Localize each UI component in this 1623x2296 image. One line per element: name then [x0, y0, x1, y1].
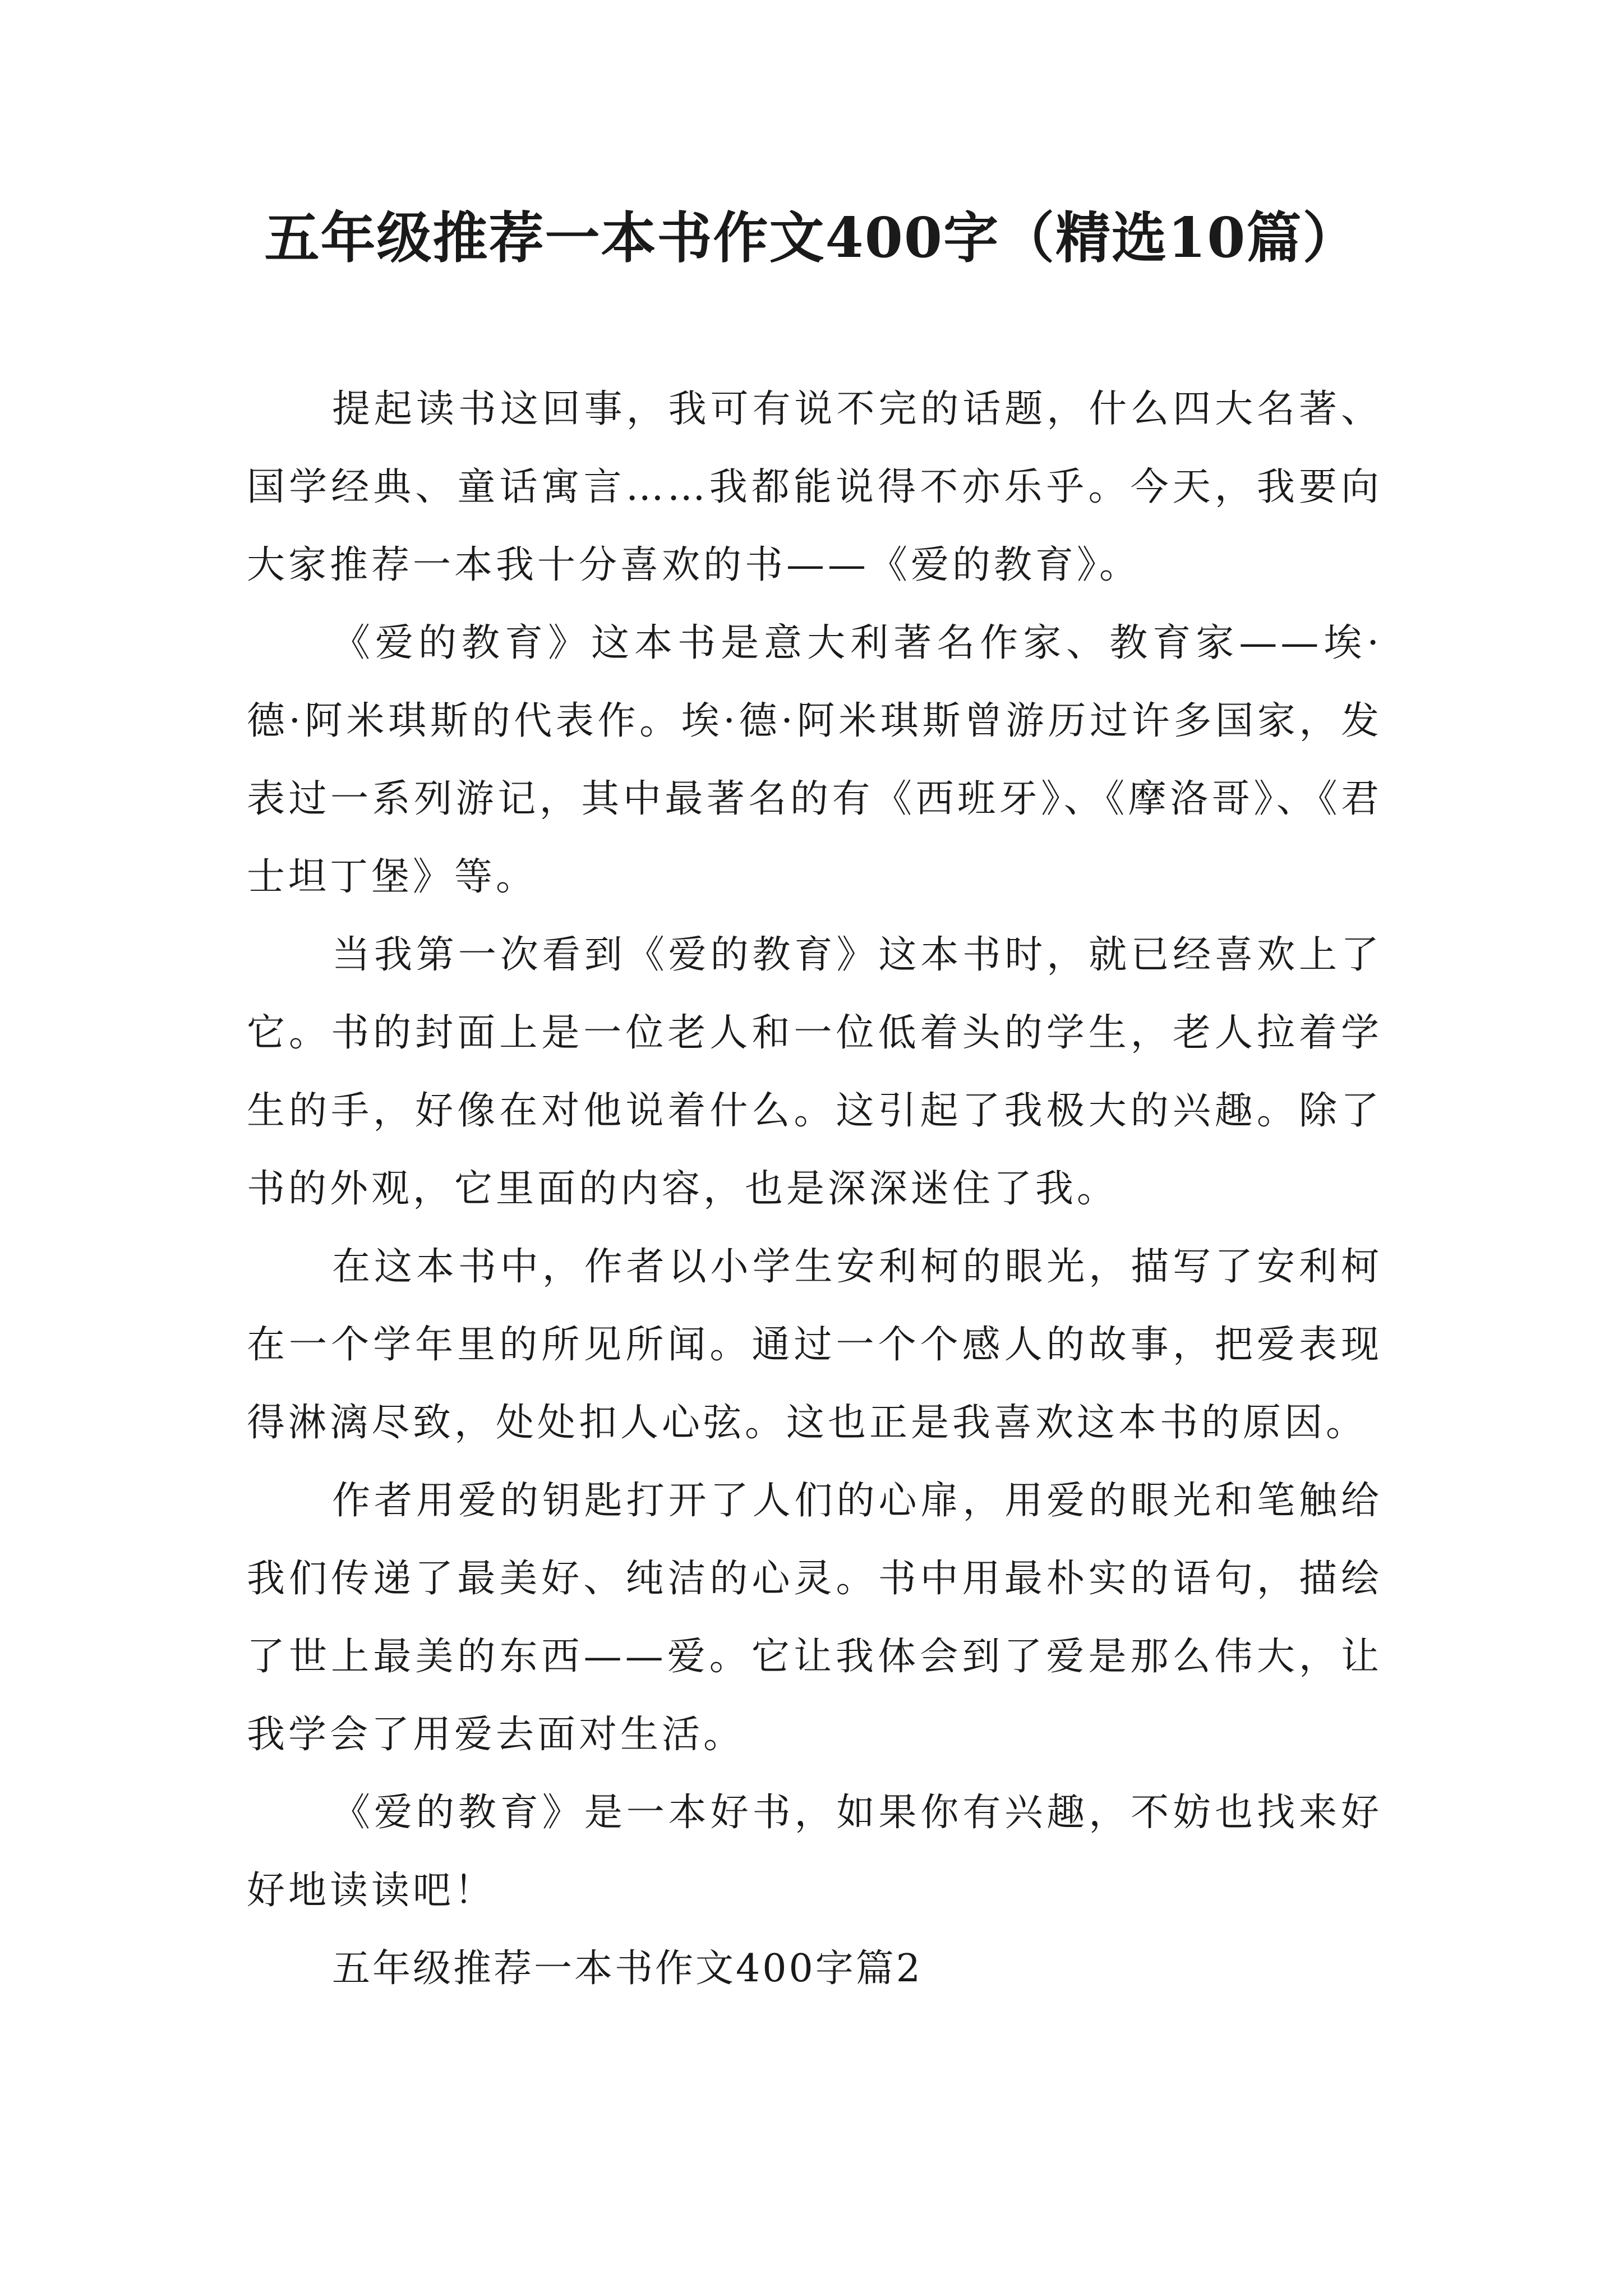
document-body: [247, 370, 1382, 2008]
paragraph-2: 《爱的教育》这本书是意大利著名作家、教育家——埃·德·阿米琪斯的代表作。埃·德·阿米琪斯曾游历过许多国家，发表过一系列游记，其中最著名的有《西班牙》、《摩洛哥》、《君士坦丁堡》等。: [247, 621, 1382, 899]
document-title: 五年级推荐一本书作文400字（精选10篇）: [264, 206, 1359, 270]
section-heading: 五年级推荐一本书作文400字篇2: [332, 1947, 923, 1991]
paragraph-1: 提起读书这回事，我可有说不完的话题，什么四大名著、国学经典、童话寓言……我都能说得不亦乐乎。今天，我要向大家推荐一本我十分喜欢的书——《爱的教育》。: [247, 387, 1382, 587]
paragraph-6: 《爱的教育》是一本好书，如果你有兴趣，不妨也找来好好地读读吧！: [247, 1791, 1382, 1913]
paragraph-5: 作者用爱的钥匙打开了人们的心扉，用爱的眼光和笔触给我们传递了最美好、纯洁的心灵。书中用最朴实的语句，描绘了世上最美的东西——爱。它让我体会到了爱是那么伟大，让我学会了用爱去面对生活。: [247, 1479, 1382, 1757]
paragraph-4: 在这本书中，作者以小学生安利柯的眼光，描写了安利柯在一个学年里的所见所闻。通过一个个感人的故事，把爱表现得淋漓尽致，处处扣人心弦。这也正是我喜欢这本书的原因。: [247, 1245, 1382, 1445]
paragraph-3: 当我第一次看到《爱的教育》这本书时，就已经喜欢上了它。书的封面上是一位老人和一位低着头的学生，老人拉着学生的手，好像在对他说着什么。这引起了我极大的兴趣。除了书的外观，它里面的内容，也是深深迷住了我。: [247, 933, 1382, 1211]
